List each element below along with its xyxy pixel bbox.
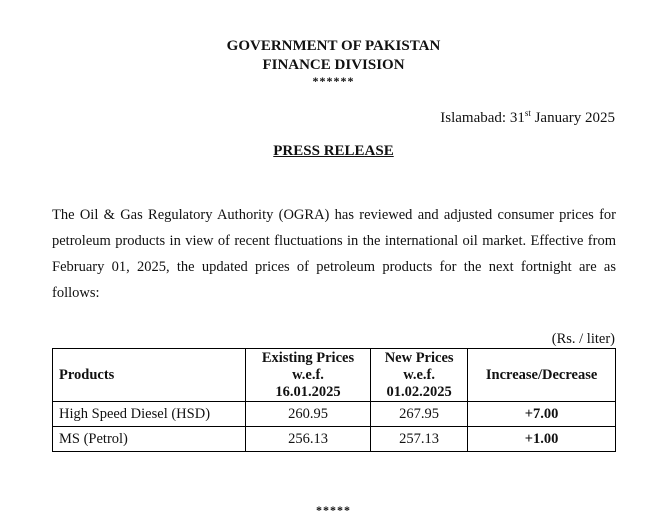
- row-new-price: 257.13: [371, 427, 468, 452]
- header-products: Products: [53, 349, 246, 402]
- row-change: +7.00: [468, 402, 616, 427]
- header-change: Increase/Decrease: [468, 349, 616, 402]
- price-table: [52, 348, 616, 452]
- row-new-price: 267.95: [371, 402, 468, 427]
- row-existing-price: 260.95: [246, 402, 371, 427]
- press-release-title: [0, 143, 667, 160]
- header-existing-line-3: 16.01.2025: [275, 383, 341, 400]
- header-line-1: GOVERNMENT OF PAKISTAN: [226, 38, 441, 54]
- header-line-2: FINANCE DIVISION: [262, 57, 405, 73]
- date-prefix: Islamabad: 31: [440, 110, 525, 126]
- header-existing-line-2: w.e.f.: [292, 366, 324, 383]
- header-stars: ******: [312, 74, 355, 88]
- table-header-row: [53, 349, 616, 402]
- table-row: [53, 427, 616, 452]
- header-new-line-2: w.e.f.: [403, 366, 436, 383]
- row-change: +1.00: [468, 427, 616, 452]
- release-date: [440, 108, 615, 127]
- date-ordinal: st: [524, 108, 531, 118]
- row-product: MS (Petrol): [53, 427, 246, 452]
- body-paragraph: The Oil & Gas Regulatory Authority (OGRA) has reviewed and adjusted consumer prices for petroleum products in view of recent fluctuations in the international oil market. Effective from February 01, 2025, the updated prices of petroleum products for the next fortnight are as follows:: [52, 207, 616, 301]
- title-text: PRESS RELEASE: [273, 143, 394, 159]
- header-existing-line-1: Existing Prices: [261, 349, 355, 366]
- unit-label: (Rs. / liter): [551, 331, 615, 347]
- table-row: [53, 402, 616, 427]
- row-product: High Speed Diesel (HSD): [53, 402, 246, 427]
- row-existing-price: 256.13: [246, 427, 371, 452]
- date-suffix: January 2025: [530, 110, 615, 126]
- header-new-prices: [371, 349, 468, 402]
- header-existing-prices: [246, 349, 371, 402]
- header-new-line-3: 01.02.2025: [386, 383, 452, 400]
- header-new-line-1: New Prices: [384, 349, 454, 366]
- end-stars: *****: [316, 503, 351, 517]
